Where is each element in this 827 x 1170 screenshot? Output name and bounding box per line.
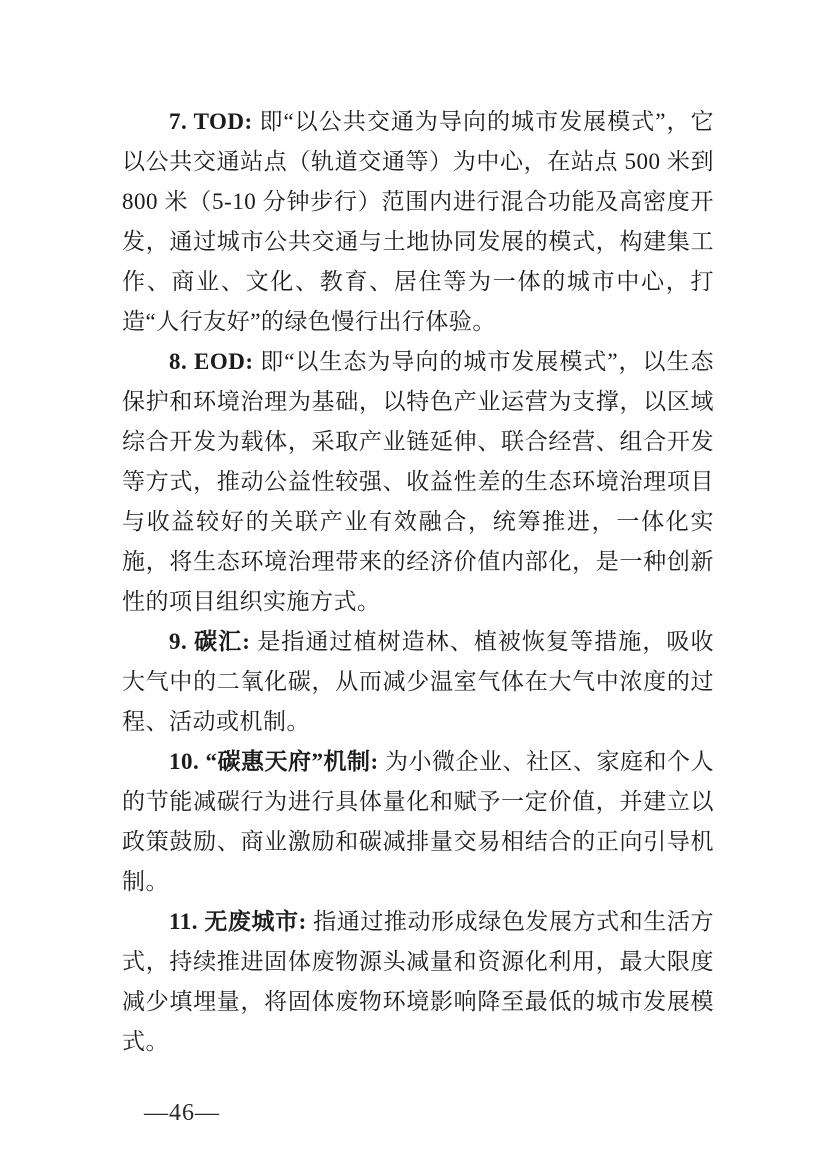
definition-paragraph-eod (122, 342, 714, 622)
term-definition: 即“以公共交通为导向的城市发展模式”，它以公共交通站点（轨道交通等）为中心，在站点 500 米到 800 米（5-10 分钟步行）范围内进行混合功能及高密度开发，通过城市公共交通与土地协同发展的模式，构建集工作、商业、文化、教育、居住等为一体的城市中心，打造“人行友好”的绿色慢行出行体验。 (122, 109, 714, 334)
page-number: —46— (144, 1100, 220, 1126)
term-definition: 是指通过植树造林、植被恢复等措施，吸收大气中的二氧化碳，从而减少温室气体在大气中浓度的过程、活动或机制。 (122, 629, 714, 734)
term-definition: 指通过推动形成绿色发展方式和生活方式，持续推进固体废物源头减量和资源化利用，最大限度减少填埋量，将固体废物环境影响降至最低的城市发展模式。 (122, 909, 715, 1054)
term-definition: 即“以生态为导向的城市发展模式”，以生态保护和环境治理为基础，以特色产业运营为支撑，以区域综合开发为载体，采取产业链延伸、联合经营、组合开发等方式，推动公益性较强、收益性差的生态环境治理项目与收益较好的关联产业有效融合，统筹推进，一体化实施，将生态环境治理带来的经济价值内部化，是一种创新性的项目组织实施方式。 (122, 349, 715, 614)
definition-paragraph-zero-waste-city (122, 902, 714, 1062)
term-label: 7. TOD: (169, 109, 253, 134)
term-label: 8. EOD: (169, 349, 254, 374)
term-definition: 为小微企业、社区、家庭和个人的节能减碳行为进行具体量化和赋予一定价值，并建立以政策鼓励、商业激励和碳减排量交易相结合的正向引导机制。 (122, 749, 715, 894)
definition-paragraph-carbon-sink (122, 622, 714, 742)
definition-paragraph-tanhui-tianfu (122, 742, 714, 902)
document-body (122, 102, 714, 1062)
definition-paragraph-tod (122, 102, 714, 342)
term-label: 10. “碳惠天府”机制: (169, 749, 379, 774)
term-label: 11. 无废城市: (169, 909, 307, 934)
term-label: 9. 碳汇: (169, 629, 251, 654)
